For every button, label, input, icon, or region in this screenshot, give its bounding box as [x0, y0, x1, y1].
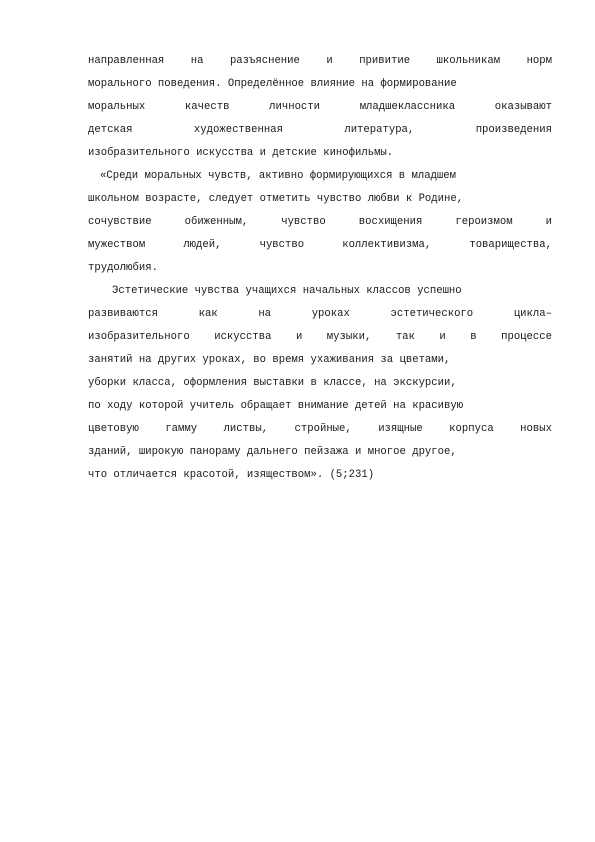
text-word: моральных [88, 101, 146, 113]
text-word: людей, [183, 239, 222, 251]
text-word: разъяснение [229, 55, 300, 67]
text-word: изобразительного [88, 331, 190, 343]
text-word: процессе [501, 331, 552, 343]
text-line [88, 119, 552, 142]
text-word: личности [269, 101, 320, 113]
text-word: оказывают [494, 101, 552, 113]
text-word: коллективизма, [342, 239, 432, 251]
text-word: направленная [88, 55, 165, 67]
text-word: на [258, 308, 272, 320]
text-word: листвы, [223, 423, 269, 435]
text-line: что отличается красотой, изяществом». (5;231) [88, 469, 375, 481]
text-word: школьникам [436, 55, 501, 67]
text-word: товарищества, [469, 239, 552, 251]
document-body-text [88, 50, 552, 487]
text-line: зданий, широкую панораму дальнего пейзажа и многое другое, [88, 446, 457, 458]
text-word: художественная [193, 124, 283, 136]
text-line: Эстетические чувства учащихся начальных классов успешно [112, 285, 462, 297]
text-word: и [295, 331, 303, 343]
text-word: и [326, 55, 333, 67]
text-word: искусства [214, 331, 272, 343]
text-word: сочувствие [88, 216, 152, 228]
text-word: так [395, 331, 415, 343]
text-word: героизмом [455, 216, 513, 228]
text-line: трудолюбия. [88, 262, 158, 274]
text-line: «Среди моральных чувств, активно формирующихся в младшем [100, 170, 457, 182]
text-word: чувство [259, 239, 305, 251]
text-word: эстетического [390, 308, 474, 320]
text-word: восхищения [358, 216, 423, 228]
text-word: младшеклассника [359, 101, 456, 113]
text-word: новых [520, 423, 552, 435]
text-line: по ходу которой учитель обращает внимание детей на красивую [88, 400, 464, 412]
text-line [88, 50, 552, 73]
text-word: гамму [165, 423, 198, 435]
text-line: занятий на других уроках, во время ухаживания за цветами, [88, 354, 451, 366]
text-line: морального поведения. Определённое влияние на формирование [88, 78, 457, 90]
text-line: уборки класса, оформления выставки в классе, на экскурсии, [88, 377, 457, 389]
text-line [88, 326, 552, 349]
text-word: корпуса [449, 423, 494, 435]
text-word: изящные [378, 423, 423, 435]
text-word: чувство [281, 216, 326, 228]
text-word: произведения [475, 124, 552, 136]
text-line [88, 303, 552, 326]
text-word: норм [526, 55, 552, 67]
text-word: и [439, 331, 446, 343]
text-word: на [190, 55, 204, 67]
text-line: школьном возрасте, следует отметить чувство любви к Родине, [88, 193, 464, 205]
text-word: уроках [311, 308, 350, 320]
text-word: стройные, [294, 423, 352, 435]
text-line [88, 234, 552, 257]
text-word: и [545, 216, 552, 228]
text-word: качеств [184, 101, 230, 113]
text-word: в [470, 331, 477, 343]
text-word: цветовую [88, 423, 139, 435]
text-line [88, 96, 552, 119]
text-line [88, 211, 552, 234]
text-line: изобразительного искусства и детские кинофильмы. [88, 147, 394, 159]
text-word: развиваются [88, 308, 158, 320]
text-line [88, 418, 552, 441]
text-word: привитие [359, 55, 411, 67]
text-word: цикла– [513, 308, 552, 320]
text-word: детская [88, 124, 133, 136]
text-word: как [198, 308, 218, 320]
text-word: музыки, [326, 331, 372, 343]
text-word: мужеством [88, 239, 146, 251]
text-word: литература, [344, 124, 415, 136]
text-word: обиженным, [184, 216, 249, 228]
